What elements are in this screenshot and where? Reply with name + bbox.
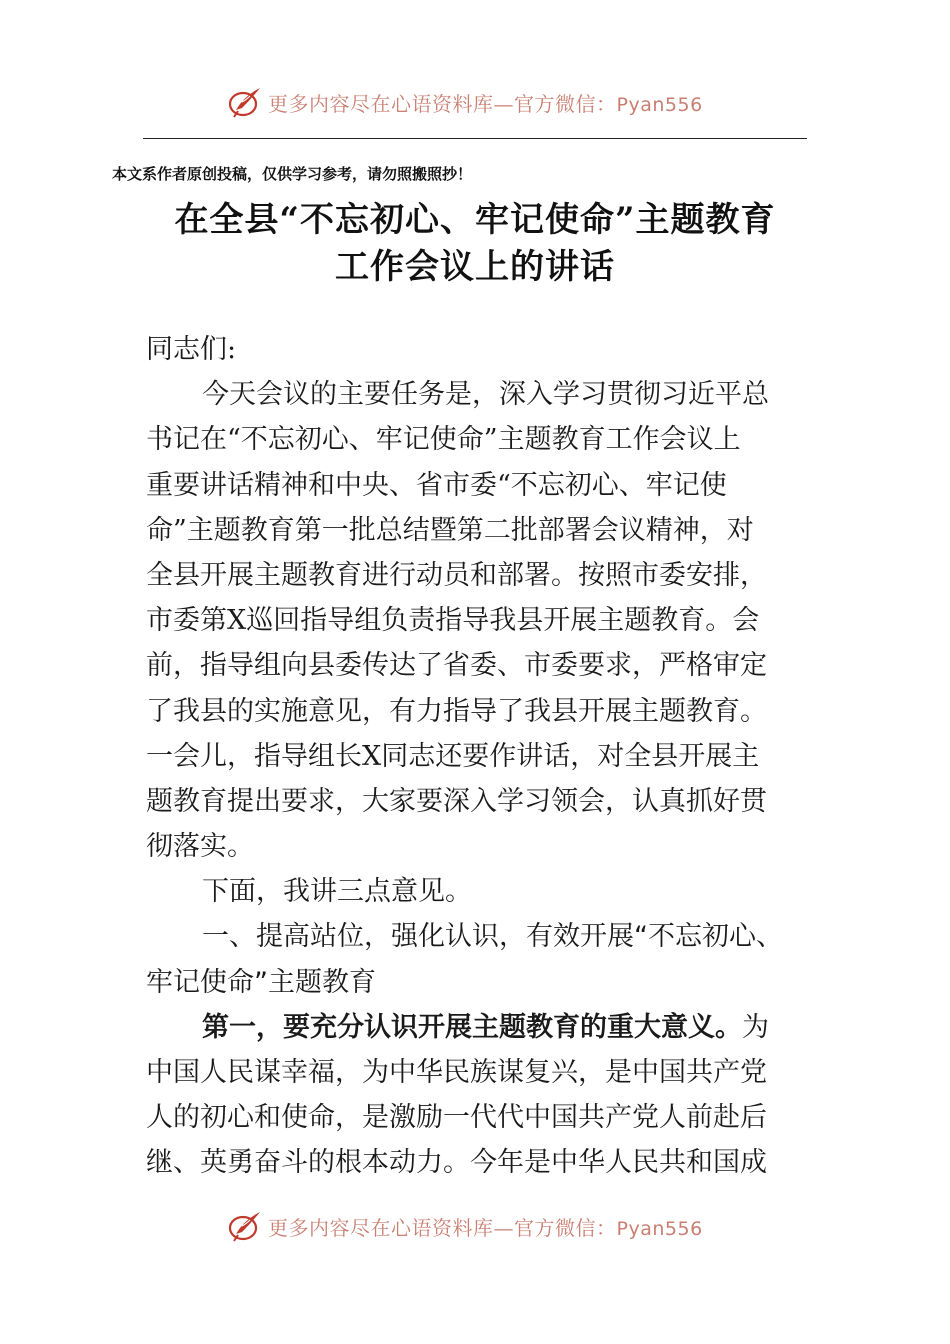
paragraph-line: 人的初心和使命，是激励一代代中国共产党人前赴后 xyxy=(146,1102,767,1134)
paragraph-line: 全县开展主题教育进行动员和部署。按照市委安排， xyxy=(146,559,767,591)
watermark-text: 更多内容尽在心语资料库—官方微信：Pyan556 xyxy=(268,1215,703,1240)
paragraph-line: 下面，我讲三点意见。 xyxy=(202,876,472,908)
paragraph-line xyxy=(146,1005,806,1050)
paragraph-line: 彻落实。 xyxy=(146,831,254,863)
paragraph-line: 命”主题教育第一批总结暨第二批部署会议精神，对 xyxy=(146,514,754,546)
paragraph-line: 今天会议的主要任务是，深入学习贯彻习近平总 xyxy=(202,379,769,411)
paragraph-line: 重要讲话精神和中央、省市委“不忘初心、牢记使 xyxy=(146,469,727,501)
paragraph-line: 了我县的实施意见，有力指导了我县开展主题教育。 xyxy=(146,695,767,727)
paragraph-lead-bold: 第一，要充分认识开展主题教育的重大意义。 xyxy=(202,1011,742,1043)
paragraph-line: 继、英勇奋斗的根本动力。今年是中华人民共和国成 xyxy=(146,1147,767,1179)
header-divider xyxy=(143,138,807,139)
document-title-line-1: 在全县“不忘初心、牢记使命”主题教育 xyxy=(174,200,776,240)
quill-logo-icon xyxy=(228,84,264,120)
paragraph-line: 前，指导组向县委传达了省委、市委要求，严格审定 xyxy=(146,650,767,682)
quill-logo-icon xyxy=(228,1208,264,1244)
paragraph-line: 书记在“不忘初心、牢记使命”主题教育工作会议上 xyxy=(146,424,741,456)
copyright-notice: 本文系作者原创投稿，仅供学习参考，请勿照搬照抄！ xyxy=(112,165,473,183)
paragraph-line: 一会儿，指导组长X同志还要作讲话，对全县开展主 xyxy=(146,740,760,772)
footer-watermark xyxy=(0,1206,950,1246)
paragraph-lead-tail: 为 xyxy=(742,1011,769,1043)
watermark-text: 更多内容尽在心语资料库—官方微信：Pyan556 xyxy=(268,91,703,116)
paragraph-line: 题教育提出要求，大家要深入学习领会，认真抓好贯 xyxy=(146,785,767,817)
document-body xyxy=(146,327,806,1186)
salutation: 同志们: xyxy=(146,334,237,365)
section-heading: 一、提高站位，强化认识，有效开展“不忘初心、 xyxy=(202,921,783,953)
document-title-line-2: 工作会议上的讲话 xyxy=(335,247,615,287)
section-heading: 牢记使命”主题教育 xyxy=(146,966,376,998)
header-watermark xyxy=(0,82,950,122)
paragraph-line: 中国人民谋幸福，为中华民族谋复兴，是中国共产党 xyxy=(146,1057,767,1088)
paragraph-line: 市委第X巡回指导组负责指导我县开展主题教育。会 xyxy=(146,605,760,637)
